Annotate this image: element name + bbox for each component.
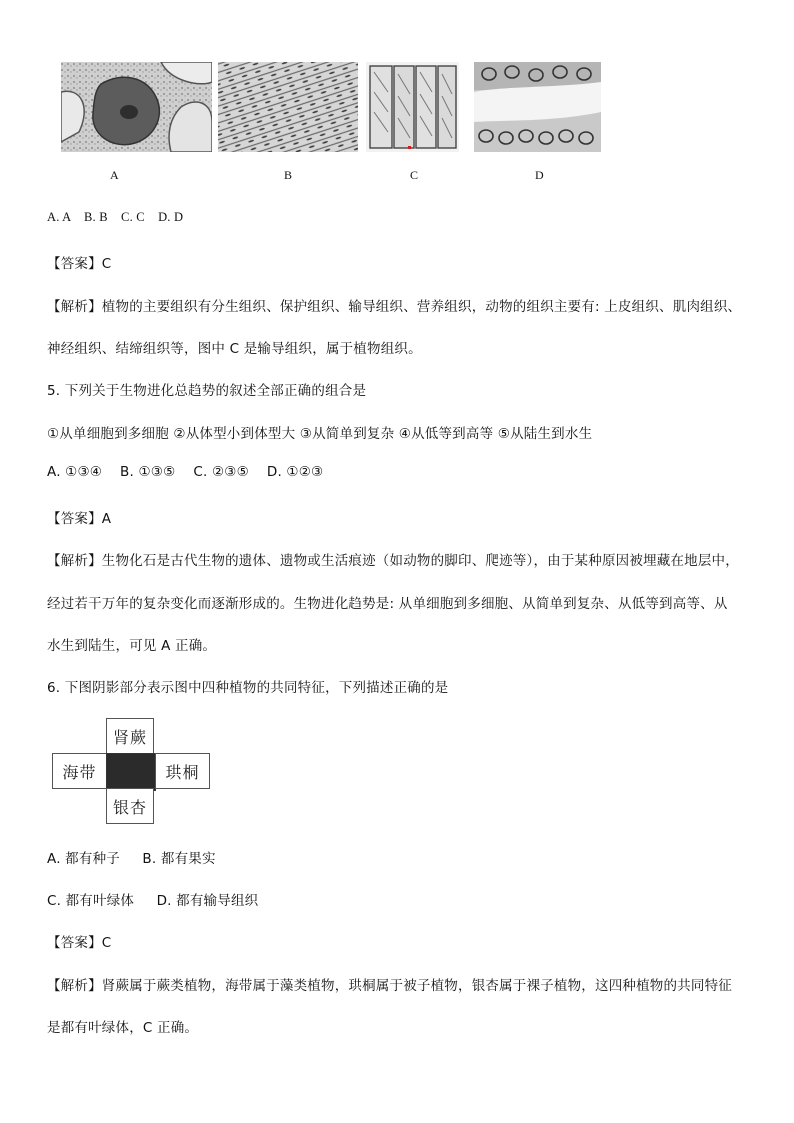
q5-analysis-line3: 水生到陆生，可见 A 正确。 (47, 638, 217, 654)
tissue-image-a (61, 62, 212, 152)
q6-analysis-line2: 是都有叶绿体，C 正确。 (47, 1020, 199, 1036)
q6-options-line1: A. 都有种子 B. 都有果实 (47, 851, 216, 867)
q5-options: A. ①③④ B. ①③⑤ C. ②③⑤ D. ①②③ (47, 464, 324, 480)
diagram-left-box: 海带 (52, 753, 107, 789)
figure-label-c: C (410, 168, 419, 182)
tissue-image-d (474, 62, 601, 152)
q6-options-line2: C. 都有叶绿体 D. 都有输导组织 (47, 893, 259, 909)
q5-answer: 【答案】A (47, 511, 112, 527)
q5-analysis-line1: 【解析】生物化石是古代生物的遗体、遗物或生活痕迹（如动物的脚印、爬迹等），由于某种原因被埋藏在地层中， (47, 553, 739, 569)
q5-stem: 5. 下列关于生物进化总趋势的叙述全部正确的组合是 (47, 383, 367, 399)
q4-answer: 【答案】C (47, 256, 112, 272)
diagram-right-box: 珙桐 (155, 753, 210, 789)
tissue-image-b (218, 62, 358, 152)
tissue-image-c (366, 62, 459, 152)
figure-label-b: B (284, 168, 293, 182)
plant-cross-diagram (52, 718, 208, 822)
q4-options: A. A B. B C. C D. D (47, 210, 184, 224)
q4-analysis-line1: 【解析】植物的主要组织有分生组织、保护组织、输导组织、营养组织，动物的组织主要有: 上皮组织、肌肉组织、 (47, 299, 742, 315)
diagram-shaded-center (106, 753, 156, 791)
figure-label-a: A (110, 168, 119, 182)
diagram-bottom-box: 银杏 (106, 788, 154, 824)
q6-analysis-line1: 【解析】肾蕨属于蕨类植物，海带属于藻类植物，珙桐属于被子植物，银杏属于裸子植物，这四种植物的共同特征 (47, 978, 732, 994)
q6-stem: 6. 下图阴影部分表示图中四种植物的共同特征，下列描述正确的是 (47, 680, 449, 696)
q6-answer: 【答案】C (47, 935, 112, 951)
q5-items: ①从单细胞到多细胞 ②从体型小到体型大 ③从简单到复杂 ④从低等到高等 ⑤从陆生到水生 (47, 426, 593, 442)
q5-analysis-line2: 经过若干万年的复杂变化而逐渐形成的。生物进化趋势是: 从单细胞到多细胞、从简单到复杂、从低等到高等、从 (47, 596, 728, 612)
figure-label-d: D (535, 168, 544, 182)
q4-analysis-line2: 神经组织、结缔组织等，图中 C 是输导组织，属于植物组织。 (47, 341, 422, 357)
diagram-top-box: 肾蕨 (106, 718, 154, 754)
